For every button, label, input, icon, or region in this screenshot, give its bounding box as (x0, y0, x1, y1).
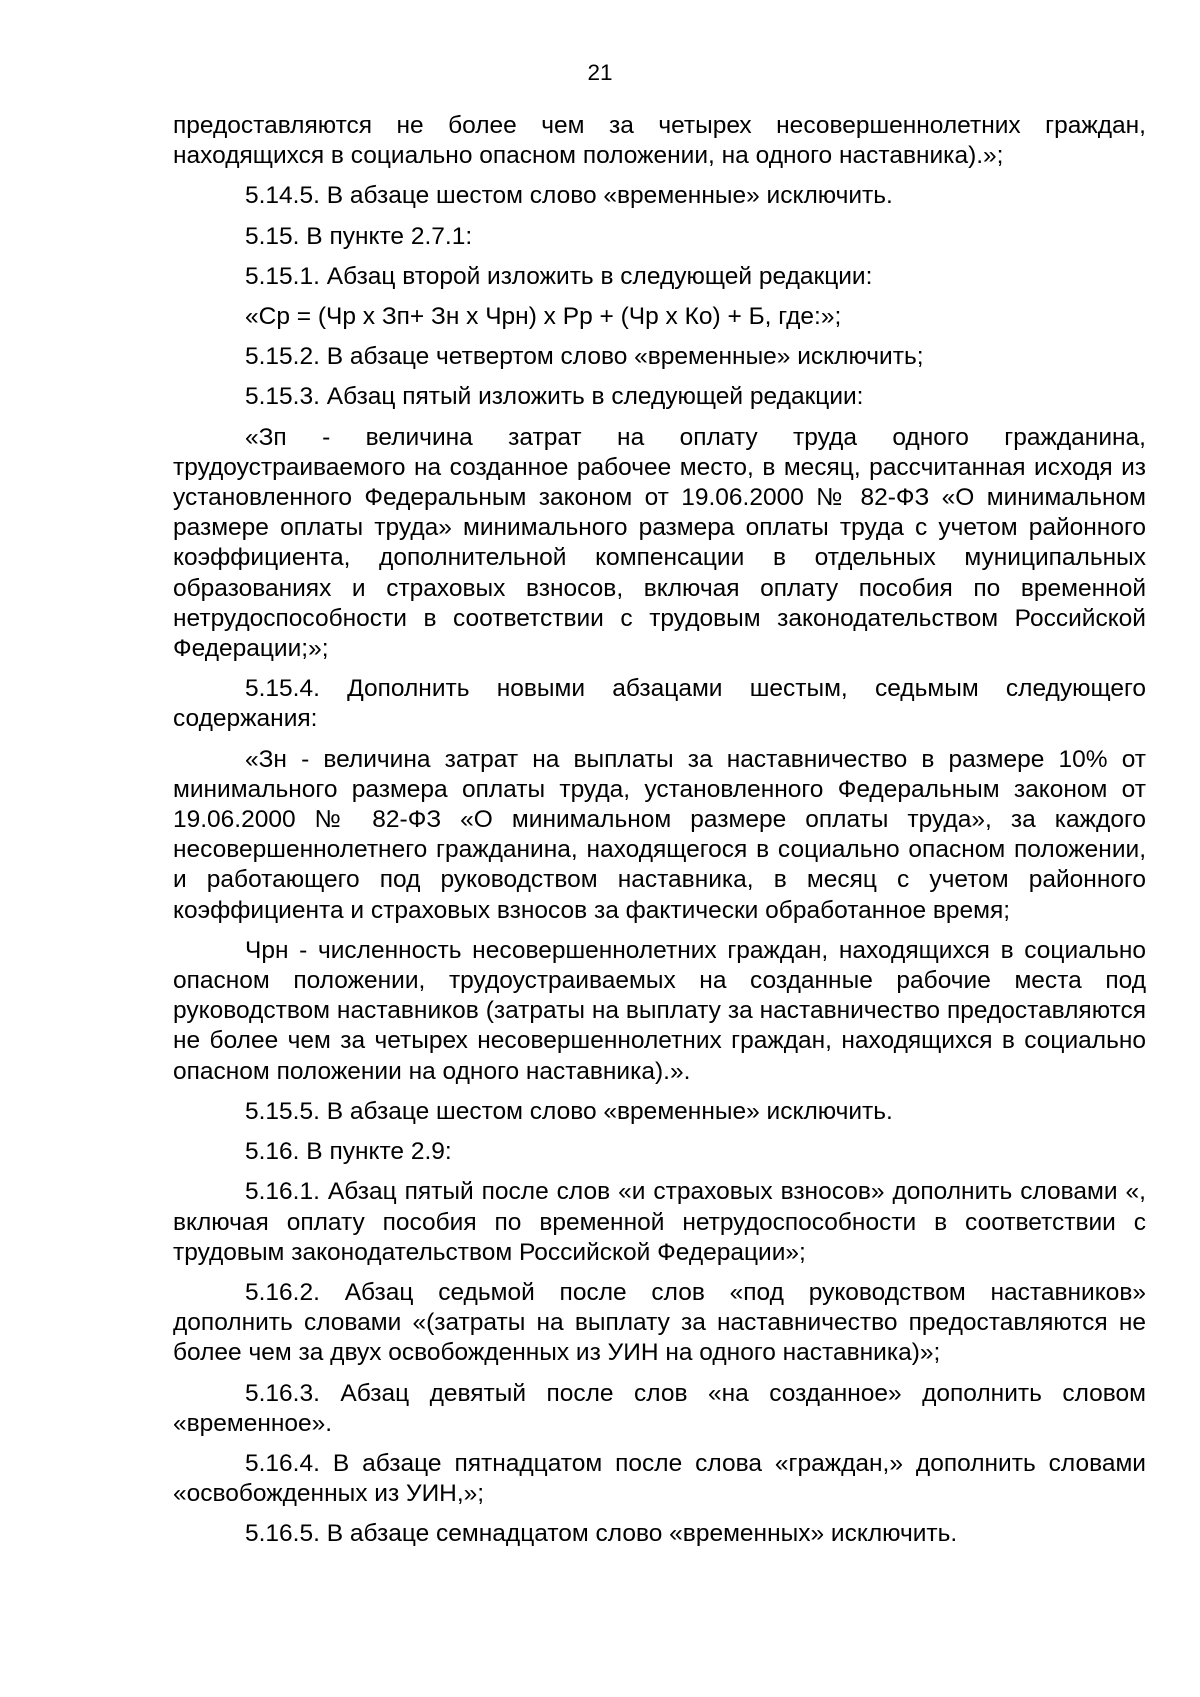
paragraph: 5.16.2. Абзац седьмой после слов «под руководством наставников» дополнить словами «(затраты на выплату за наставничество предоставляются не более чем за двух освобожденных из УИН на одного наставника)»; (173, 1278, 1146, 1367)
paragraph: 5.15.2. В абзаце четвертом слово «временные» исключить; (245, 343, 924, 371)
paragraph: 5.15.4. Дополнить новыми абзацами шестым, седьмым следующего содержания: (173, 675, 1146, 733)
paragraph: «Зн - величина затрат на выплаты за наставничество в размере 10% от минимального размера оплаты труда, установленного Федеральным законом от 19.06.2000 № 82-ФЗ «О минимальном размере оплаты труда», за каждого несовершеннолетнего гражданина, находящегося в социально опасном положении, и работающего под руководством наставника, в месяц с учетом районного коэффициента и страховых взносов за фактически обработанное время; (173, 745, 1146, 924)
document-body (173, 111, 1146, 1560)
paragraph: 5.15.5. В абзаце шестом слово «временные» исключить. (245, 1097, 893, 1125)
paragraph: 5.16.1. Абзац пятый после слов «и страховых взносов» дополнить словами «, включая оплату пособия по временной нетрудоспособности в соответствии с трудовым законодательством Российской Федерации»; (173, 1178, 1146, 1266)
paragraph: 5.16.3. Абзац девятый после слов «на созданное» дополнить словом «временное». (173, 1379, 1146, 1437)
page-number: 21 (587, 60, 613, 85)
paragraph: Чрн - численность несовершеннолетних граждан, находящихся в социально опасном положении, трудоустраиваемых на созданные рабочие места под руководством наставников (затраты на выплату за наставничество предоставляются не более чем за четырех несовершеннолетних граждан, находящихся в социально опасном положении на одного наставника).». (173, 936, 1146, 1085)
paragraph: «Ср = (Чр х Зп+ Зн х Чрн) х Рр + (Чр х Ко) + Б, где:»; (245, 303, 842, 331)
paragraph: предоставляются не более чем за четырех несовершеннолетних граждан, находящихся в социально опасном положении, на одного наставника).»; (173, 112, 1146, 170)
paragraph: «Зп - величина затрат на оплату труда одного гражданина, трудоустраиваемого на созданное рабочее место, в месяц, рассчитанная исходя из установленного Федеральным законом от 19.06.2000 № 82-ФЗ «О минимальном размере оплаты труда» минимального размера оплаты труда с учетом районного коэффициента, дополнительной компенсации в отдельных муниципальных образованиях и страховых взносов, включая оплату пособия по временной нетрудоспособности в соответствии с трудовым законодательством Российской Федерации;»; (173, 423, 1146, 663)
paragraph: 5.16. В пункте 2.9: (245, 1138, 452, 1166)
paragraph: 5.14.5. В абзаце шестом слово «временные» исключить. (245, 182, 893, 210)
paragraph: 5.15.3. Абзац пятый изложить в следующей редакции: (245, 383, 864, 411)
paragraph: 5.15.1. Абзац второй изложить в следующей редакции: (245, 262, 873, 290)
paragraph: 5.16.4. В абзаце пятнадцатом после слова «граждан,» дополнить словами «освобожденных из УИН,»; (173, 1449, 1146, 1508)
paragraph: 5.15. В пункте 2.7.1: (245, 222, 473, 250)
paragraph: 5.16.5. В абзаце семнадцатом слово «временных» исключить. (245, 1520, 958, 1548)
